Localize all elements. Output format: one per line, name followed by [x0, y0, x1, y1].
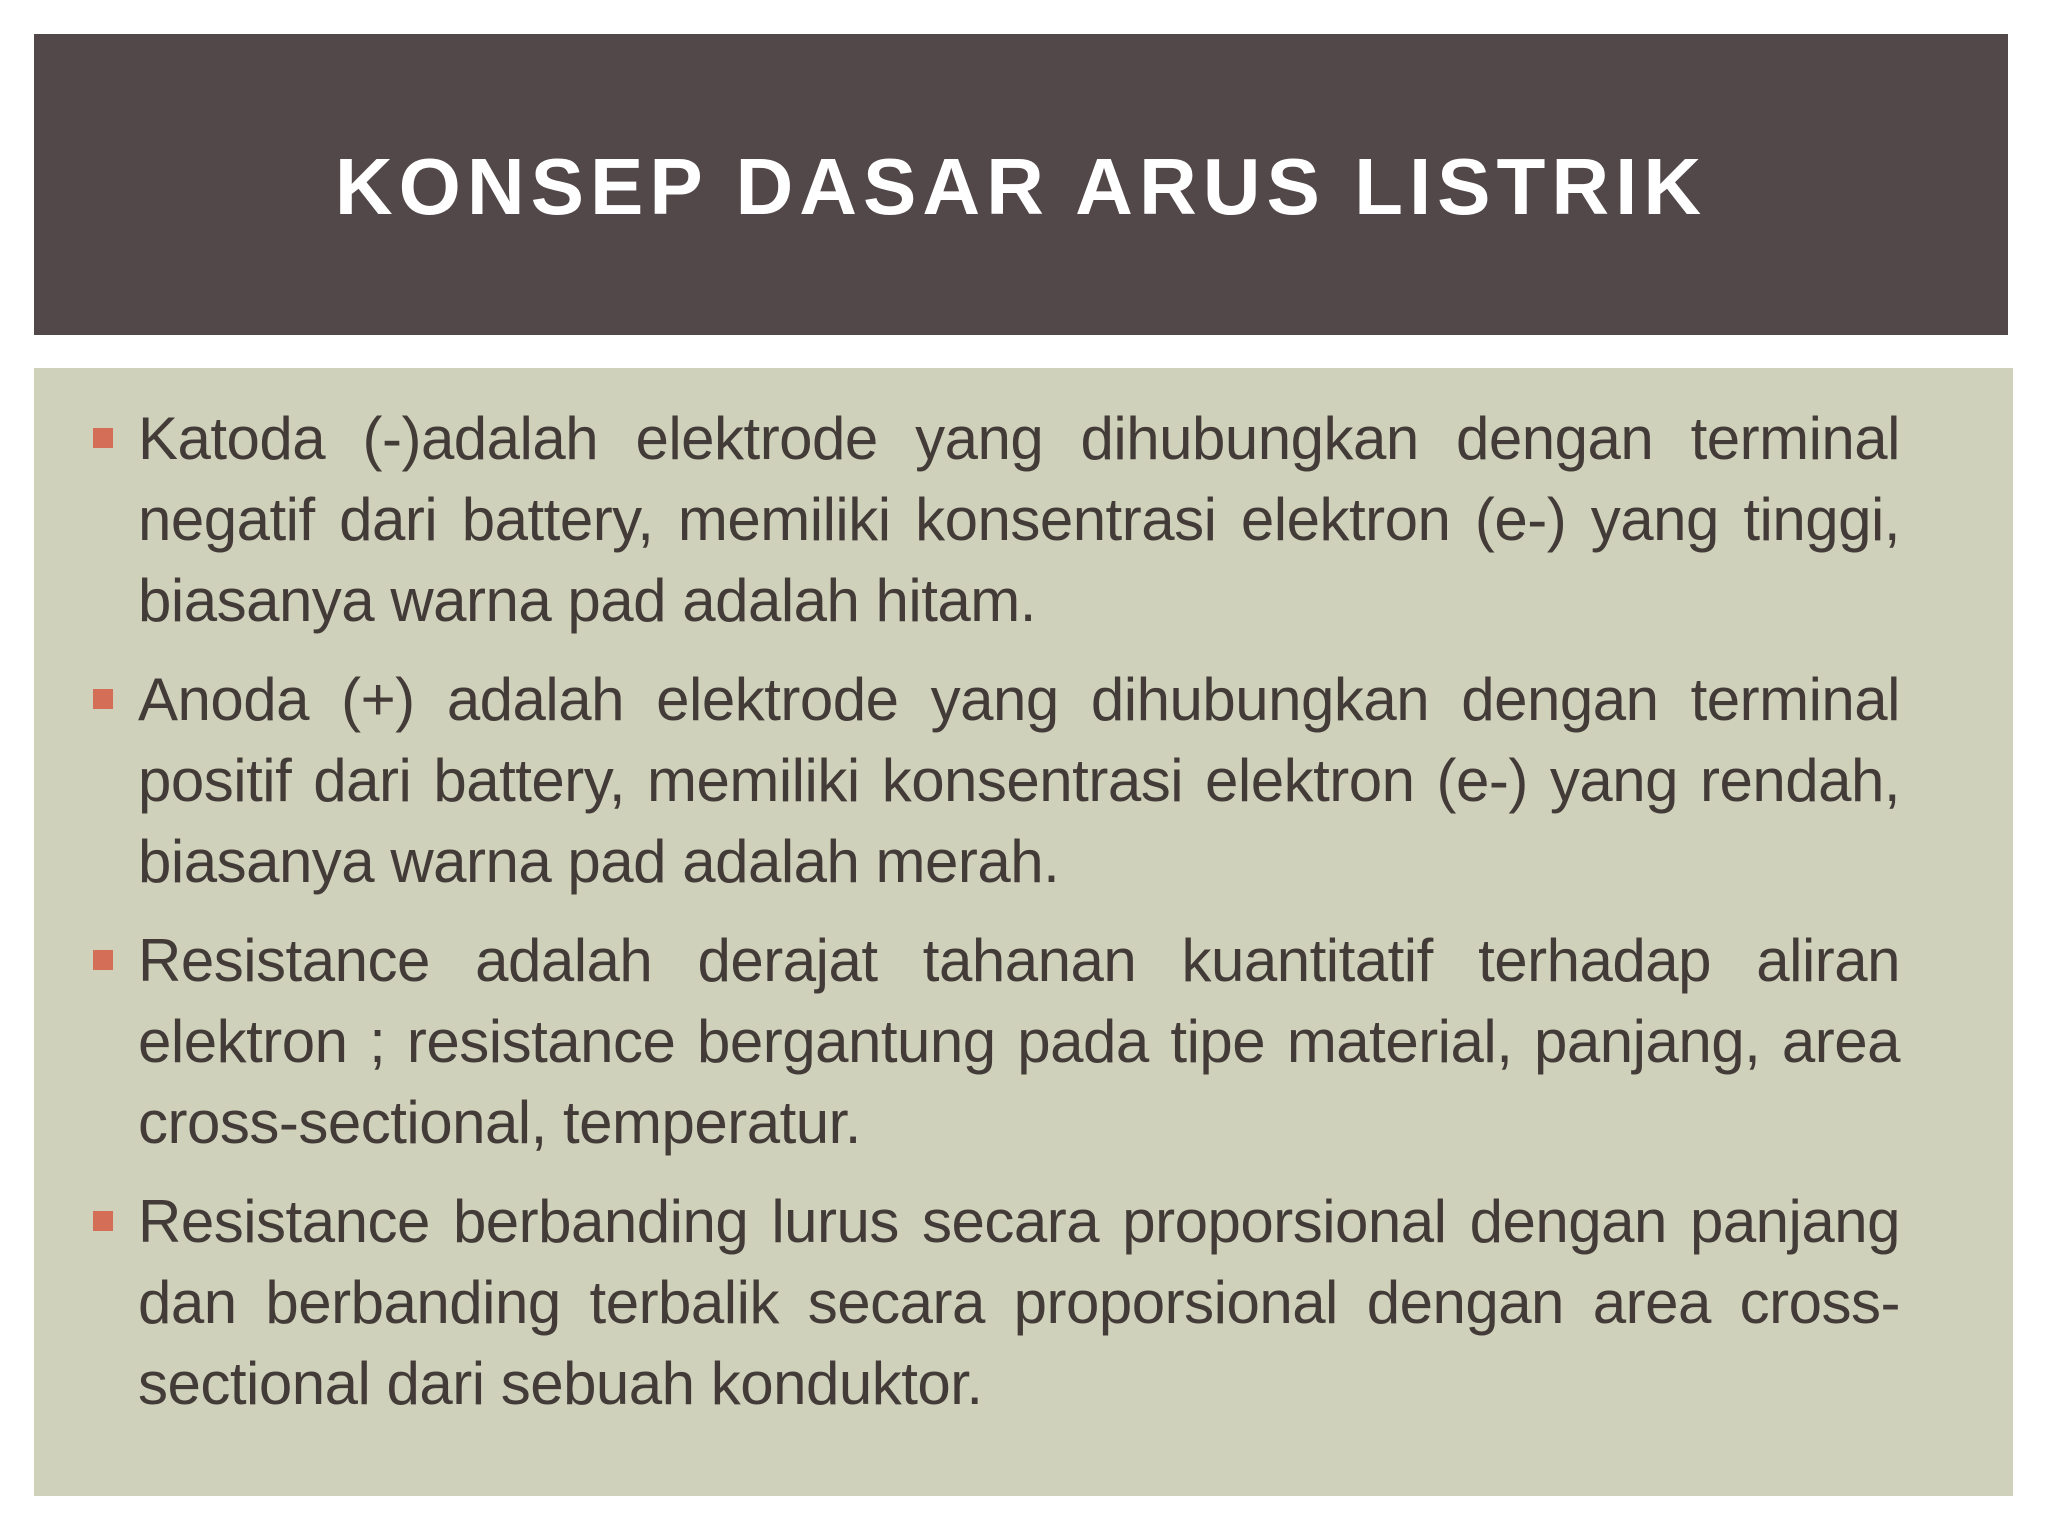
square-bullet-icon	[93, 950, 113, 970]
bullet-list	[34, 398, 2013, 1442]
square-bullet-icon	[93, 428, 113, 448]
bullet-text: Resistance adalah derajat tahanan kuantitatif terhadap aliran elektron ; resistance bergantung pada tipe material, panjang, area cross-sectional, temperatur.	[138, 927, 1900, 1156]
bullet-item-resistance-definition	[34, 920, 1900, 1163]
bullet-item-anoda	[34, 659, 1900, 902]
bullet-text: Katoda (-)adalah elektrode yang dihubungkan dengan terminal negatif dari battery, memiliki konsentrasi elektron (e-) yang tinggi, biasanya warna pad adalah hitam.	[138, 405, 1900, 634]
bullet-item-resistance-proportion	[34, 1181, 1900, 1424]
title-band	[34, 34, 2008, 335]
square-bullet-icon	[93, 1211, 113, 1231]
slide-title: KONSEP DASAR ARUS LISTRIK	[334, 141, 1708, 231]
bullet-text: Anoda (+) adalah elektrode yang dihubungkan dengan terminal positif dari battery, memiliki konsentrasi elektron (e-) yang rendah, biasanya warna pad adalah merah.	[138, 666, 1900, 895]
bullet-text: Resistance berbanding lurus secara proporsional dengan panjang dan berbanding terbalik secara proporsional dengan area cross-sectional dari sebuah konduktor.	[138, 1188, 1900, 1417]
bullet-item-katoda	[34, 398, 1900, 641]
square-bullet-icon	[93, 689, 113, 709]
content-panel	[34, 368, 2013, 1496]
